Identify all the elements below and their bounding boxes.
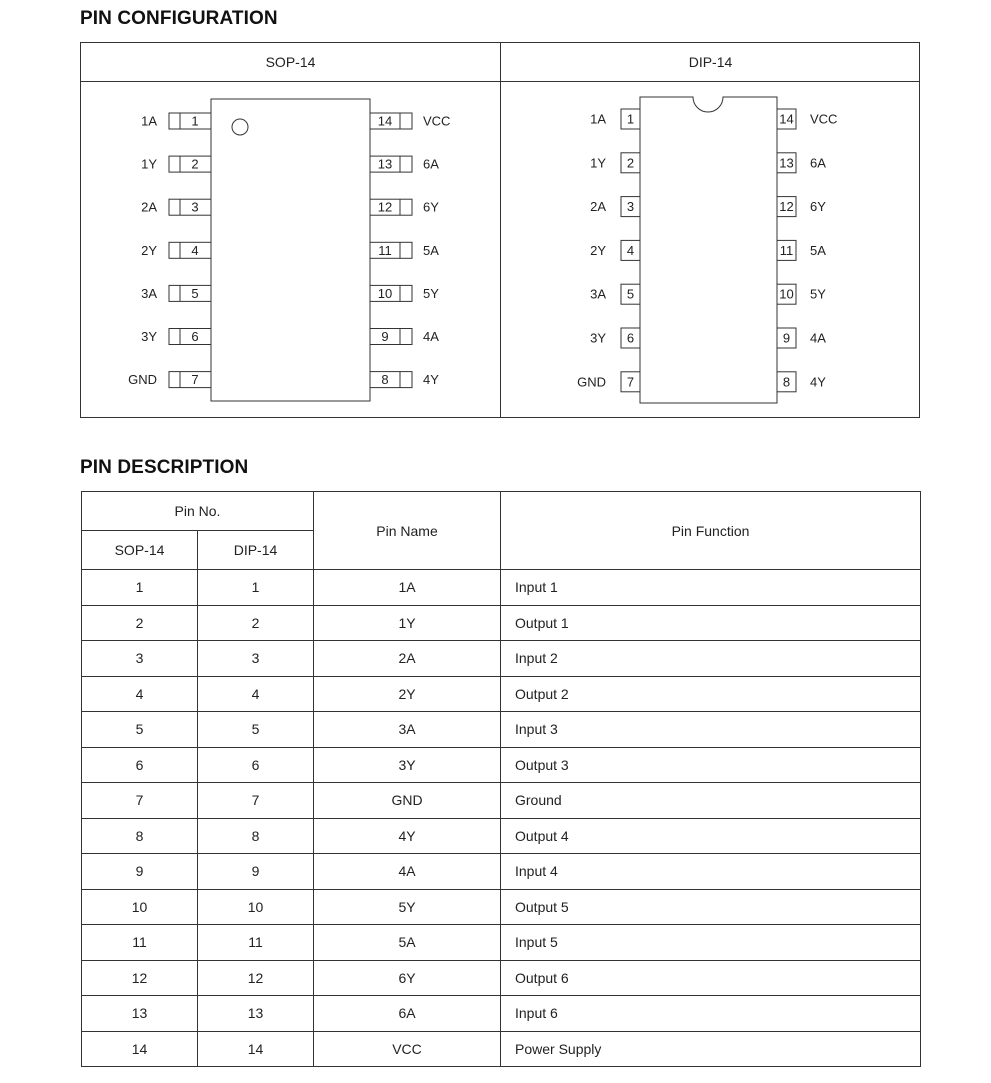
dip-pin-cell: 11 [198,925,314,961]
pin-name-cell: 4A [314,854,501,890]
table-row [82,570,921,606]
dip14-pin-name: 4Y [810,374,826,390]
sop14-pin-number: 10 [377,285,393,301]
sop-pin-cell: 10 [82,889,198,925]
sop14-pin-number: 6 [191,329,199,344]
pin-function-cell: Input 6 [501,996,921,1032]
sop-pin-cell: 4 [82,676,198,712]
sop-pin-cell: 11 [82,925,198,961]
sop14-title: SOP-14 [265,54,316,70]
sop14-pin-number: 9 [381,329,389,344]
pin-function-cell: Output 5 [501,889,921,925]
dip14-pin-number: 1 [626,111,635,127]
pin-name-header: Pin Name [314,492,501,570]
dip14-pin-name: 3Y [590,330,606,346]
pin-name-cell: 2A [314,641,501,677]
dip14-pin-name: 6Y [810,199,826,215]
sop-pin-cell: 3 [82,641,198,677]
sop14-pin-number: 14 [377,113,393,129]
sop14-pin-number: 1 [191,113,199,129]
dip-pin-cell: 1 [198,570,314,606]
pin-name-cell: 1Y [314,605,501,641]
sop14-pin-box [169,372,211,388]
dip14-column-header: DIP-14 [198,531,314,570]
dip14-pin-number: 2 [626,155,635,171]
sop14-pin-number: 3 [191,199,199,215]
sop-pin-cell: 1 [82,570,198,606]
dip-pin-cell: 12 [198,960,314,996]
sop14-pin-number: 12 [377,199,393,215]
table-row [82,818,921,854]
pin-name-cell: 5Y [314,889,501,925]
pin-name-cell: GND [314,783,501,819]
sop14-column-header: SOP-14 [82,531,198,570]
pin-function-cell: Input 1 [501,570,921,606]
dip14-title: DIP-14 [688,54,733,70]
table-row [82,996,921,1032]
sop-pin-cell: 13 [82,996,198,1032]
pin-name-cell: 1A [314,570,501,606]
pin-name-cell: 2Y [314,676,501,712]
dip14-pin-number: 11 [779,242,794,258]
sop14-pin-number: 8 [381,372,389,388]
pin-no-header: Pin No. [82,492,314,531]
table-row [82,641,921,677]
dip14-pin-name: 2A [590,199,606,215]
dip14-pin-name: VCC [810,111,838,127]
sop14-pin-name: 4A [423,329,439,344]
sop-pin-cell: 6 [82,747,198,783]
dip14-pin-name: 1Y [590,155,606,171]
pin-function-cell: Output 4 [501,818,921,854]
pin-name-cell: VCC [314,1031,501,1067]
sop-pin-cell: 7 [82,783,198,819]
pin-function-cell: Power Supply [501,1031,921,1067]
sop14-pin-name: 5Y [423,285,439,301]
pin-function-cell: Input 5 [501,925,921,961]
dip14-pin-name: 3A [590,286,606,302]
pin-function-cell: Ground [501,783,921,819]
dip-pin-cell: 7 [198,783,314,819]
sop-pin-cell: 5 [82,712,198,748]
table-row [82,676,921,712]
pinout-diagrams [81,43,921,419]
dip14-pin-number: 7 [626,374,635,390]
pin-name-cell: 5A [314,925,501,961]
dip-pin-cell: 14 [198,1031,314,1067]
dip-pin-cell: 3 [198,641,314,677]
sop14-pin-box [169,113,211,129]
dip14-pin-name: GND [577,374,606,390]
dip-pin-cell: 8 [198,818,314,854]
table-row [82,712,921,748]
sop14-body [211,99,370,401]
sop-pin-cell: 14 [82,1031,198,1067]
sop14-pin-name: 2A [141,199,157,215]
dip14-pin-name: 5Y [810,286,826,302]
sop14-pin-name: 6A [423,156,439,172]
dip-pin-cell: 6 [198,747,314,783]
pin-function-header: Pin Function [501,492,921,570]
dip14-pin-name: 2Y [590,242,606,258]
table-row [82,854,921,890]
dip14-pin-name: 6A [810,155,826,171]
pin-name-cell: 4Y [314,818,501,854]
sop14-pin-name: 1A [141,113,157,129]
sop14-pin-number: 4 [191,242,199,258]
pin-configuration-panel [80,42,920,418]
sop14-pin-name: 4Y [423,372,439,388]
pin-description-heading: PIN DESCRIPTION [80,457,249,478]
sop14-pin-box [169,285,211,301]
sop-pin-cell: 8 [82,818,198,854]
sop14-pin-box [169,242,211,258]
sop14-pin-number: 11 [378,242,392,258]
pin-function-cell: Input 3 [501,712,921,748]
dip14-pin-number: 14 [779,111,794,127]
sop14-pin-box [169,329,211,345]
dip14-pin-number: 13 [779,155,794,171]
dip14-pin-number: 5 [626,286,635,302]
pin-function-cell: Output 6 [501,960,921,996]
sop14-pin-number: 13 [377,156,393,172]
sop14-pin-name: 2Y [141,242,157,258]
table-row [82,889,921,925]
sop14-pin-name: 3Y [141,329,157,344]
pin-function-cell: Output 1 [501,605,921,641]
dip14-pin-number: 10 [779,286,794,302]
dip14-pin-number: 12 [779,199,794,215]
sop14-pin-name: 5A [423,242,439,258]
dip14-pin-name: 1A [590,111,606,127]
pin-name-cell: 3A [314,712,501,748]
pin-function-cell: Output 3 [501,747,921,783]
dip-pin-cell: 5 [198,712,314,748]
dip14-body [640,97,777,403]
sop-pin-cell: 12 [82,960,198,996]
sop14-pin-name: VCC [423,113,451,129]
dip14-pin-number: 9 [782,330,791,346]
table-row [82,925,921,961]
table-row [82,783,921,819]
pin-function-cell: Input 4 [501,854,921,890]
table-row [82,747,921,783]
dip-pin-cell: 9 [198,854,314,890]
pin-function-cell: Output 2 [501,676,921,712]
dip-pin-cell: 13 [198,996,314,1032]
pin-configuration-heading: PIN CONFIGURATION [80,8,278,29]
sop14-pin-box [370,372,412,388]
sop14-pin-name: 6Y [423,199,439,215]
dip-pin-cell: 2 [198,605,314,641]
sop14-pin1-dot [232,119,248,135]
sop-pin-cell: 9 [82,854,198,890]
table-row [82,1031,921,1067]
sop14-pin-box [370,329,412,345]
sop14-pin-name: 1Y [141,156,157,172]
dip14-pin-number: 8 [782,374,791,390]
sop14-pin-number: 5 [191,285,199,301]
dip-pin-cell: 10 [198,889,314,925]
dip14-pin-number: 6 [626,330,635,346]
sop-pin-cell: 2 [82,605,198,641]
pin-name-cell: 6A [314,996,501,1032]
table-row [82,605,921,641]
pin-function-cell: Input 2 [501,641,921,677]
sop14-pin-box [169,156,211,172]
dip14-pin-number: 4 [626,242,635,258]
sop14-pin-number: 7 [191,372,199,388]
sop14-pin-box [169,199,211,215]
table-row [82,960,921,996]
pin-name-cell: 6Y [314,960,501,996]
sop14-pin-name: 3A [141,285,157,301]
dip-pin-cell: 4 [198,676,314,712]
pin-name-cell: 3Y [314,747,501,783]
dip14-pin-number: 3 [626,199,635,215]
pin-description-table [81,491,921,1067]
sop14-pin-name: GND [128,372,157,388]
sop14-pin-number: 2 [191,156,199,172]
dip14-pin-name: 5A [810,242,826,258]
dip14-pin-name: 4A [810,330,826,346]
